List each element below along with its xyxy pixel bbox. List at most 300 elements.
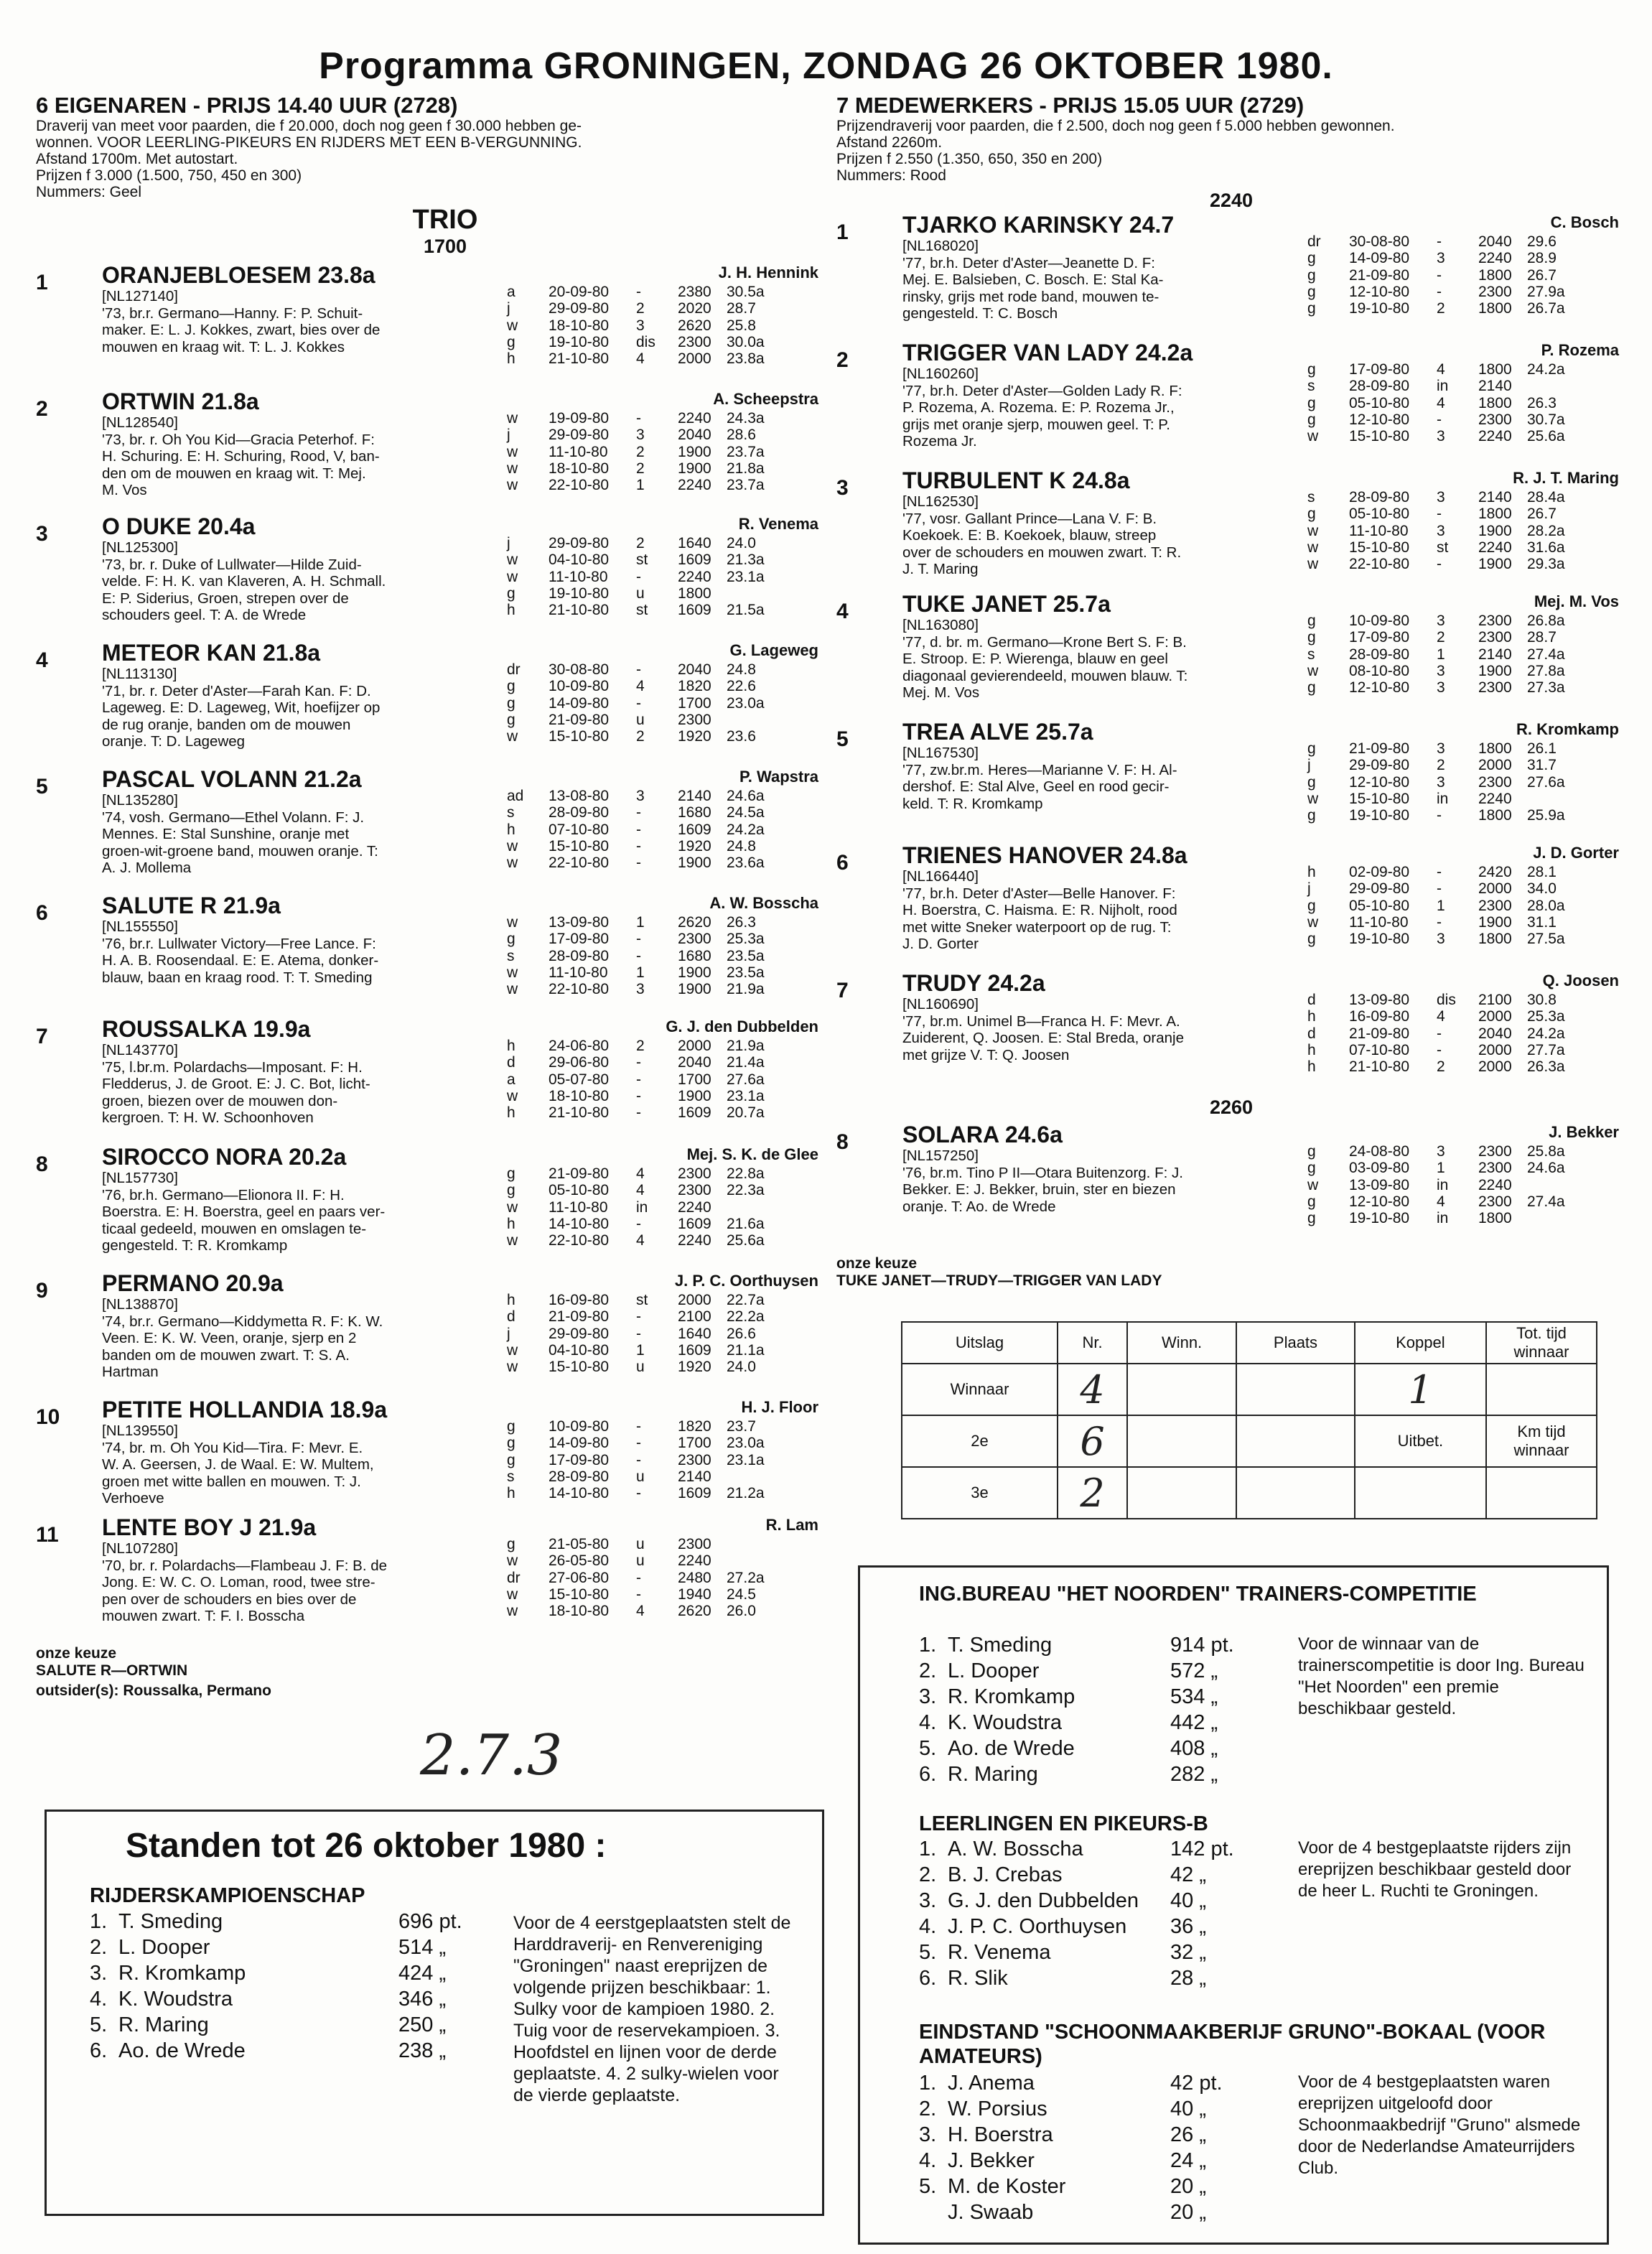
performance-cell: g xyxy=(1307,931,1316,948)
performance-row xyxy=(507,602,818,618)
performance-cell: - xyxy=(1437,807,1442,824)
performance-cell: 24.2a xyxy=(1527,361,1565,378)
performance-cell: 2000 xyxy=(1478,880,1512,898)
horse-trainer: J. Bekker xyxy=(1549,1123,1619,1141)
race7-horse-entry-7 xyxy=(836,970,1619,1094)
horse-number: 4 xyxy=(36,648,48,672)
performance-row xyxy=(1307,1193,1619,1210)
horse-number: 2 xyxy=(836,348,849,372)
performance-cell: g xyxy=(507,1165,515,1182)
performance-cell: - xyxy=(636,1087,641,1104)
performance-cell: in xyxy=(1437,790,1449,807)
performance-cell: 05-07-80 xyxy=(549,1071,610,1088)
performance-cell: 2300 xyxy=(1478,1160,1512,1177)
performance-cell: 1900 xyxy=(678,460,711,477)
performance-cell: h xyxy=(1307,1041,1316,1058)
performance-cell: 28-09-80 xyxy=(549,804,610,821)
performance-cell: st xyxy=(636,551,648,569)
performance-cell: 26.0 xyxy=(727,1603,756,1620)
performance-cell: - xyxy=(636,1325,641,1342)
description-line: [NL163080] xyxy=(902,617,979,633)
name: J. Bekker xyxy=(948,2149,1035,2172)
leerlingen-row xyxy=(919,1939,1249,1965)
name: K. Woudstra xyxy=(948,1711,1063,1734)
performance-cell: 11-10-80 xyxy=(549,1198,608,1216)
race6-outsider: outsider(s): Roussalka, Permano xyxy=(36,1682,271,1699)
performance-cell: 22-10-80 xyxy=(549,854,610,872)
name: G. J. den Dubbelden xyxy=(948,1889,1139,1912)
description-line: schouders geel. T: A. de Wrede xyxy=(102,607,307,623)
horse-number: 10 xyxy=(36,1405,60,1429)
performance-cell: 1940 xyxy=(678,1585,711,1603)
horse-description xyxy=(102,1296,533,1381)
points: 20 „ xyxy=(1170,2201,1206,2224)
performance-cell: 27.9a xyxy=(1527,283,1565,300)
performance-cell: 21-09-80 xyxy=(549,1165,610,1182)
race6-horse-entry-3 xyxy=(36,513,818,640)
result-table xyxy=(901,1321,1597,1519)
performance-cell: 25.3a xyxy=(727,931,765,948)
performance-cell: 1820 xyxy=(678,678,711,695)
performance-cell: 29.3a xyxy=(1527,556,1565,573)
eindstand-row xyxy=(919,2096,1249,2122)
performance-cell: 03-09-80 xyxy=(1349,1160,1410,1177)
performance-cell: 28.1 xyxy=(1527,864,1557,880)
description-line: Bekker. E: J. Bekker, bruin, ster en biezen xyxy=(902,1181,1176,1198)
performance-row xyxy=(507,1326,818,1342)
performance-cell: 28-09-80 xyxy=(549,947,610,964)
performance-cell: 24.8 xyxy=(727,837,756,854)
rank: 5. xyxy=(90,2013,108,2036)
performance-cell: in xyxy=(1437,1210,1449,1227)
performance-cell: - xyxy=(636,1451,641,1468)
description-line: '70, br. r. Polardachs—Flambeau J. F: B. de xyxy=(102,1557,388,1574)
performance-cell: 2300 xyxy=(678,1165,711,1182)
performance-cell: 25.8 xyxy=(727,317,756,334)
performance-cell: g xyxy=(1307,740,1316,757)
performance-cell: 24-06-80 xyxy=(549,1038,610,1054)
performance-cell: 21.6a xyxy=(727,1215,765,1232)
performance-cell: 21-09-80 xyxy=(549,711,610,728)
rank: 1. xyxy=(919,1634,937,1657)
performance-cell: u xyxy=(636,711,645,728)
description-line: oranje. T: Ao. de Wrede xyxy=(902,1198,1056,1215)
performance-cell: - xyxy=(1437,864,1442,880)
rank: 4. xyxy=(919,1915,937,1938)
performance-cell: - xyxy=(636,837,641,854)
horse-number: 11 xyxy=(36,1523,59,1547)
performance-cell: 21.8a xyxy=(727,460,765,477)
leerlingen-row xyxy=(919,1862,1249,1888)
performance-cell: 3 xyxy=(636,317,645,334)
description-line: [NL143770] xyxy=(102,1042,179,1058)
description-line: '73, br.r. Germano—Hanny. F: P. Schuit- xyxy=(102,304,363,322)
performance-cell: 12-10-80 xyxy=(1349,411,1410,428)
rank: 4. xyxy=(90,1988,108,2011)
performance-cell: 2620 xyxy=(678,317,711,334)
performance-cell: - xyxy=(636,854,641,872)
row-winnaar-plaats xyxy=(1236,1364,1355,1415)
performance-list xyxy=(507,1165,818,1249)
horse-trainer: A. Scheepstra xyxy=(713,390,818,408)
description-line: W. A. Geersen, J. de Waal. E: W. Multem, xyxy=(102,1456,374,1473)
performance-cell: dr xyxy=(1307,233,1321,250)
performance-cell: 2000 xyxy=(1478,1058,1512,1076)
horse-number: 8 xyxy=(836,1130,849,1154)
points: 40 „ xyxy=(1170,1889,1206,1912)
horse-trainer: R. J. T. Maring xyxy=(1513,469,1619,487)
description-line: '76, br.r. Lullwater Victory—Free Lance. F: xyxy=(102,935,376,952)
performance-list xyxy=(507,410,818,493)
description-line: mouwen zwart. T: F. I. Bosscha xyxy=(102,1608,305,1624)
performance-cell: 29-09-80 xyxy=(1349,757,1410,774)
description-line: dershof. E: Stal Alve, Geel en rood gecir- xyxy=(902,778,1170,795)
description-line: Boerstra. E: H. Boerstra, geel en paars ver- xyxy=(102,1203,386,1220)
row-3e-label: 3e xyxy=(902,1467,1058,1519)
performance-list xyxy=(1307,489,1619,572)
race6-horses xyxy=(36,262,818,1641)
performance-cell: w xyxy=(507,443,518,460)
performance-row xyxy=(1307,1177,1619,1193)
performance-cell: j xyxy=(1307,880,1311,898)
performance-cell: 1800 xyxy=(1478,266,1512,284)
description-line: over de schouders en mouwen zwart. T: R. xyxy=(902,544,1182,561)
performance-cell: 28.9 xyxy=(1527,250,1557,267)
horse-description xyxy=(102,1540,533,1625)
description-line: Hartman xyxy=(102,1364,159,1380)
performance-row xyxy=(507,804,818,821)
performance-cell: 28.2a xyxy=(1527,522,1565,539)
performance-cell: 18-10-80 xyxy=(549,1603,610,1620)
performance-row xyxy=(1307,300,1619,317)
performance-row xyxy=(507,981,818,997)
horse-name: TREA ALVE 25.7a xyxy=(902,719,1093,745)
performance-cell: 3 xyxy=(636,788,645,804)
performance-row xyxy=(507,1088,818,1104)
performance-cell: 24.2a xyxy=(727,821,765,838)
horse-description xyxy=(102,792,533,877)
standen-row xyxy=(90,2038,477,2064)
performance-cell: w xyxy=(507,1552,518,1570)
horse-description xyxy=(902,996,1333,1063)
name: L. Dooper xyxy=(948,1659,1040,1682)
performance-cell: 23.0a xyxy=(727,694,765,712)
performance-cell: 21.5a xyxy=(727,602,765,619)
horse-number: 7 xyxy=(36,1025,48,1048)
description-line: rinsky, grijs met rode band, mouwen te- xyxy=(902,288,1159,305)
performance-row xyxy=(507,284,818,300)
performance-cell: 24.6a xyxy=(1527,1160,1565,1177)
performance-cell: 28-09-80 xyxy=(1349,378,1410,395)
performance-row xyxy=(507,712,818,728)
performance-cell: 2000 xyxy=(678,1292,711,1308)
name: A. W. Bosscha xyxy=(948,1838,1083,1861)
performance-list xyxy=(507,535,818,618)
points: 32 „ xyxy=(1170,1941,1206,1964)
description-line: Lageweg. E: D. Lageweg, Wit, hoefijzer op xyxy=(102,699,381,716)
performance-row xyxy=(507,838,818,854)
horse-name: ORTWIN 21.8a xyxy=(102,388,259,414)
standings-box-left xyxy=(45,1810,824,2216)
rank: 6. xyxy=(919,1967,937,1990)
performance-cell: 26.8a xyxy=(1527,613,1565,629)
performance-cell: 2240 xyxy=(678,568,711,585)
performance-cell: 23.8a xyxy=(727,350,765,368)
performance-row xyxy=(1307,931,1619,947)
race6-title: 6 EIGENAREN - PRIJS 14.40 UUR (2728) xyxy=(36,93,458,118)
performance-cell: 21.9a xyxy=(727,1038,765,1054)
performance-cell: 10-09-80 xyxy=(1349,613,1410,629)
points: 534 „ xyxy=(1170,1685,1218,1708)
performance-row xyxy=(507,1586,818,1603)
performance-cell: 4 xyxy=(636,1232,645,1249)
horse-description xyxy=(102,1422,533,1507)
performance-cell: 21.1a xyxy=(727,1341,765,1359)
rank: 2. xyxy=(90,1936,108,1959)
performance-row xyxy=(507,1216,818,1232)
description-line: Jong. E: W. C. O. Loman, rood, twee stre- xyxy=(102,1574,375,1591)
performance-cell: w xyxy=(507,1603,518,1620)
performance-row xyxy=(507,535,818,551)
description-line: Fledderus, J. de Groot. E: J. C. Bot, licht- xyxy=(102,1076,370,1092)
rank: 2. xyxy=(919,2097,937,2120)
performance-row xyxy=(1307,774,1619,791)
performance-cell: 1680 xyxy=(678,947,711,964)
horse-name: SIROCCO NORA 20.2a xyxy=(102,1144,347,1170)
header-plaats: Plaats xyxy=(1236,1322,1355,1364)
name: Ao. de Wrede xyxy=(118,2039,246,2062)
performance-row xyxy=(1307,613,1619,629)
performance-cell: 2 xyxy=(1437,629,1445,646)
performance-cell: w xyxy=(1307,1176,1319,1193)
performance-cell: g xyxy=(507,585,515,602)
performance-cell: h xyxy=(1307,864,1316,880)
performance-cell: w xyxy=(507,1585,518,1603)
performance-cell: 14-10-80 xyxy=(549,1215,610,1232)
performance-cell: g xyxy=(507,333,515,350)
performance-row xyxy=(1307,679,1619,696)
row-winnaar-label: Winnaar xyxy=(902,1364,1058,1415)
points: 26 „ xyxy=(1170,2123,1206,2146)
performance-cell: st xyxy=(1437,539,1449,556)
horse-trainer: P. Rozema xyxy=(1541,341,1619,359)
performance-cell: st xyxy=(636,602,648,619)
performance-row xyxy=(507,678,818,694)
standings-box-right xyxy=(858,1565,1609,2245)
rank: 2. xyxy=(919,1659,937,1682)
performance-cell: 1900 xyxy=(678,1087,711,1104)
performance-row xyxy=(507,1468,818,1485)
performance-cell: w xyxy=(507,568,518,585)
performance-cell: 3 xyxy=(1437,428,1445,445)
performance-cell: 2300 xyxy=(678,711,711,728)
performance-cell: 23.7a xyxy=(727,443,765,460)
performance-cell: w xyxy=(507,1198,518,1216)
horse-name: PASCAL VOLANN 21.2a xyxy=(102,766,362,792)
performance-cell: 30-08-80 xyxy=(549,661,610,678)
rank: 5. xyxy=(919,1737,937,1760)
performance-cell: 17-09-80 xyxy=(1349,629,1410,646)
performance-cell: 29-09-80 xyxy=(549,427,610,444)
rank: 4. xyxy=(919,2149,937,2172)
standen-row xyxy=(90,1909,477,1934)
performance-row xyxy=(507,460,818,477)
performance-cell: - xyxy=(636,1054,641,1071)
description-line: velde. F: H. K. van Klaveren, A. H. Schmall. xyxy=(102,573,386,590)
performance-cell: 21-10-80 xyxy=(549,1104,610,1122)
horse-trainer: R. Venema xyxy=(738,515,818,533)
performance-cell: - xyxy=(636,410,641,427)
performance-cell: s xyxy=(1307,378,1315,395)
performance-row xyxy=(1307,1042,1619,1058)
performance-cell: 24.8 xyxy=(727,661,756,678)
performance-cell: 15-10-80 xyxy=(549,837,610,854)
performance-cell: 4 xyxy=(1437,1008,1445,1025)
horse-number: 3 xyxy=(836,476,849,500)
performance-cell: 20.7a xyxy=(727,1104,765,1122)
performance-cell: 29-09-80 xyxy=(549,535,610,551)
standen-row xyxy=(90,1960,477,1986)
performance-cell: j xyxy=(507,427,510,444)
performance-row xyxy=(507,1071,818,1088)
performance-cell: - xyxy=(1437,1041,1442,1058)
performance-cell: 14-09-80 xyxy=(1349,250,1410,267)
performance-row xyxy=(1307,914,1619,931)
description-line: pen over de schouders en bies over de xyxy=(102,1591,357,1608)
performance-cell: 15-10-80 xyxy=(549,728,610,745)
performance-cell: 26-05-80 xyxy=(549,1552,610,1570)
performance-cell: 1800 xyxy=(1478,361,1512,378)
performance-row xyxy=(1307,898,1619,914)
performance-list xyxy=(1307,361,1619,444)
performance-cell: 4 xyxy=(636,1603,645,1620)
performance-row xyxy=(1307,267,1619,284)
performance-cell: g xyxy=(1307,1210,1316,1227)
performance-cell: 2 xyxy=(1437,300,1445,317)
performance-cell: 21.9a xyxy=(727,981,765,998)
name: Ao. de Wrede xyxy=(948,1737,1075,1760)
performance-cell: 4 xyxy=(636,1165,645,1182)
performance-cell: h xyxy=(507,1104,515,1122)
eindstand-row xyxy=(919,2174,1249,2199)
performance-row xyxy=(1307,629,1619,646)
performance-cell: - xyxy=(1437,411,1442,428)
performance-row xyxy=(507,1359,818,1375)
performance-cell: - xyxy=(636,947,641,964)
performance-cell: 25.6a xyxy=(1527,428,1565,445)
horse-description xyxy=(902,745,1333,812)
performance-cell: 1609 xyxy=(678,602,711,619)
performance-cell: 2040 xyxy=(678,427,711,444)
race6-info xyxy=(36,118,818,200)
performance-cell: s xyxy=(507,947,515,964)
header-tot-tijd: Tot. tijd winnaar xyxy=(1486,1322,1597,1364)
performance-cell: 1700 xyxy=(678,1435,711,1452)
performance-cell: 23.6 xyxy=(727,728,756,745)
trainers-row xyxy=(919,1710,1249,1736)
race6-horse-entry-2 xyxy=(36,388,818,513)
performance-cell: 22-10-80 xyxy=(549,981,610,998)
description-line: '77, br.h. Deter d'Aster—Jeanette D. F: xyxy=(902,254,1155,271)
performance-cell: w xyxy=(1307,662,1319,679)
performance-cell: s xyxy=(1307,489,1315,506)
performance-cell: 2240 xyxy=(678,477,711,494)
performance-cell: j xyxy=(1307,757,1311,774)
race6-keuze: SALUTE R—ORTWIN xyxy=(36,1662,188,1679)
name: J. Swaab xyxy=(948,2201,1034,2224)
horse-name: TRIGGER VAN LADY 24.2a xyxy=(902,340,1193,365)
performance-cell: 1920 xyxy=(678,728,711,745)
description-line: Verhoeve xyxy=(102,1490,164,1506)
race6-column xyxy=(36,93,818,1700)
standen-title: Standen tot 26 oktober 1980 : xyxy=(126,1827,607,1865)
performance-cell: 1 xyxy=(636,914,645,931)
trainers-row xyxy=(919,1761,1249,1787)
performance-cell: 27.4a xyxy=(1527,646,1565,663)
race7-horse-entry-2 xyxy=(836,340,1619,467)
description-line: de rug oranje, banden om de mouwen xyxy=(102,716,351,733)
performance-cell: 04-10-80 xyxy=(549,1341,610,1359)
performance-row xyxy=(507,410,818,427)
performance-cell: g xyxy=(1307,506,1316,523)
horse-number: 1 xyxy=(836,220,849,244)
performance-cell: 30.5a xyxy=(727,284,765,300)
performance-cell: 2240 xyxy=(1478,428,1512,445)
performance-row xyxy=(1307,395,1619,411)
points: 914 pt. xyxy=(1170,1634,1234,1657)
performance-row xyxy=(1307,489,1619,506)
performance-cell: g xyxy=(1307,411,1316,428)
horse-name: TJARKO KARINSKY 24.7 xyxy=(902,212,1175,238)
horse-name: PETITE HOLLANDIA 18.9a xyxy=(102,1397,388,1422)
performance-cell: w xyxy=(1307,790,1319,807)
performance-cell: - xyxy=(636,1104,641,1122)
leerlingen-row xyxy=(919,1965,1249,1991)
performance-cell: w xyxy=(507,964,518,981)
description-line: met witte Sneker waterpoort op de rug. T: xyxy=(902,918,1172,936)
race7-horse-entry-8 xyxy=(836,1122,1619,1248)
performance-cell: 2000 xyxy=(1478,757,1512,774)
performance-cell: 1800 xyxy=(1478,740,1512,757)
race7-info-line: Prijzen f 2.550 (1.350, 650, 350 en 200) xyxy=(836,151,1103,167)
description-line: [NL113130] xyxy=(102,666,177,682)
performance-cell: w xyxy=(1307,556,1319,573)
description-line: Rozema Jr. xyxy=(902,433,977,450)
performance-cell: 2380 xyxy=(678,284,711,300)
performance-cell: 13-08-80 xyxy=(549,788,610,804)
performance-cell: 3 xyxy=(1437,613,1445,629)
performance-cell: 34.0 xyxy=(1527,880,1557,898)
performance-list xyxy=(507,1038,818,1121)
name: R. Venema xyxy=(948,1941,1051,1964)
performance-cell: 2 xyxy=(636,728,645,745)
performance-row xyxy=(507,1603,818,1619)
performance-cell: 2140 xyxy=(678,1468,711,1485)
performance-cell: 31.1 xyxy=(1527,913,1557,931)
horse-trainer: A. W. Bosscha xyxy=(709,894,818,912)
performance-cell: 19-09-80 xyxy=(549,410,610,427)
performance-cell: 23.7 xyxy=(727,1418,756,1435)
trainers-row xyxy=(919,1632,1249,1658)
performance-cell: 1 xyxy=(636,477,645,494)
performance-cell: w xyxy=(507,1087,518,1104)
performance-cell: 02-09-80 xyxy=(1349,864,1410,880)
performance-cell: 2040 xyxy=(678,1054,711,1071)
performance-row xyxy=(1307,864,1619,880)
name: M. de Koster xyxy=(948,2175,1066,2198)
performance-cell: - xyxy=(1437,913,1442,931)
performance-cell: 2240 xyxy=(678,1552,711,1570)
